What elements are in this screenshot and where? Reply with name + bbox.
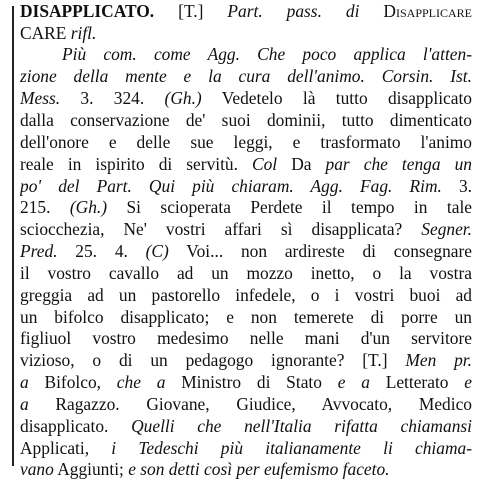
entry-text: Vedetelo là tutto disapplicato [201,88,472,108]
entry-text: Mess. [20,88,61,108]
entry-text: par che tenga un [325,154,472,174]
entry-line [20,284,472,307]
entry-text: e son detti così per eufemismo faceto. [128,459,390,479]
entry-line [20,218,472,241]
entry-line [20,458,472,481]
entry-text: e a [337,372,370,392]
entry-text: po' del Part. Qui più chiaram. Agg. Fag. Rim. [20,176,442,196]
entry-text: Disapplicare [383,1,472,21]
entry-line [20,349,472,372]
entry-text: zione della mente e la cura dell'animo. Corsin. Ist. [20,66,472,86]
entry-text: Pred. [20,241,58,261]
entry-text: i Tedeschi più italianamente li chiama- [111,438,472,458]
entry-line [20,327,472,350]
entry-line [20,65,472,88]
entry-text: 25. 4. [57,241,146,261]
entry-text: a [20,394,29,414]
entry-text: Più com. come Agg. Che poco applica l'atten- [62,44,472,64]
entry-text: 215. [20,197,70,217]
entry-text: Part. pass. di [227,1,384,21]
entry-line [62,43,472,66]
entry-text: reale in ispirito di servitù. [20,154,253,174]
entry-text: Si scioperata Perdete il tempo in tale [107,197,472,217]
entry-line [20,153,472,176]
entry-text: un bifolco disapplicato; e non temerete di porre un [20,307,472,327]
entry-text: Da [277,154,326,174]
entry-line [20,196,472,219]
entry-text: sciocchezia, Ne' vostri affari sì disapplicata? [20,219,422,239]
entry-text: e [464,372,472,392]
entry-text: Ragazzo. Giovane, Giudice, Avvocato, Medico [28,394,472,414]
entry-line [20,306,472,329]
entry-text: Aggiunti; [53,459,129,479]
entry-text: dalla conservazione de' suoi dominii, tutto dimenticato [20,110,472,130]
entry-text: vizioso, o di un pedagogo ignorante? [T.] [20,350,406,370]
entry-line [20,0,472,23]
entry-line [20,371,472,394]
entry-line [20,175,472,198]
entry-text: CARE [20,23,71,43]
margin-rule [12,6,14,466]
entry-text: disapplicato. [20,416,132,436]
entry-text: (Gh.) [69,197,108,217]
entry-text: il vostro cavallo ad un mozzo inetto, o la vostra [20,263,472,283]
entry-text: (C) [145,241,169,261]
entry-text: rifl. [70,23,97,43]
entry-text: 3. 324. [60,88,165,108]
entry-text: (Gh.) [164,88,202,108]
entry-text: Ministro di Stato [165,372,338,392]
entry-text: Bifolco, [28,372,117,392]
entry-text: vano [20,459,54,479]
entry-text: Segner. [421,219,472,239]
entry-text: dell'onore e delle sue leggi, e trasformato l'animo [20,132,472,152]
entry-line [20,87,472,110]
entry-text: che a [116,372,166,392]
entry-text: Applicati, [20,438,112,458]
entry-text: 3. [441,176,472,196]
entry-line [20,262,472,285]
entry-text: figliuol vostro medesimo nelle mani d'un servitore [20,328,472,348]
headword: DISAPPLICATO. [20,1,155,21]
entry-text: [T.] [154,1,228,21]
entry-text: Col [252,154,278,174]
entry-line [20,437,472,460]
entry-text: a [20,372,29,392]
entry-line [20,240,472,263]
entry-text: Letterato [369,372,465,392]
entry-line [20,131,472,154]
entry-text: Men pr. [405,350,472,370]
entry-line [20,22,472,45]
entry-text: Voi... non ardireste di consegnare [168,241,472,261]
entry-line [20,109,472,132]
entry-line [20,415,472,438]
entry-text: greggia ad un pastorello infedele, o i vostri buoi ad [20,285,472,305]
entry-line [20,393,472,416]
entry-text: Quelli che nell'Italia rifatta chiamansi [131,416,472,436]
